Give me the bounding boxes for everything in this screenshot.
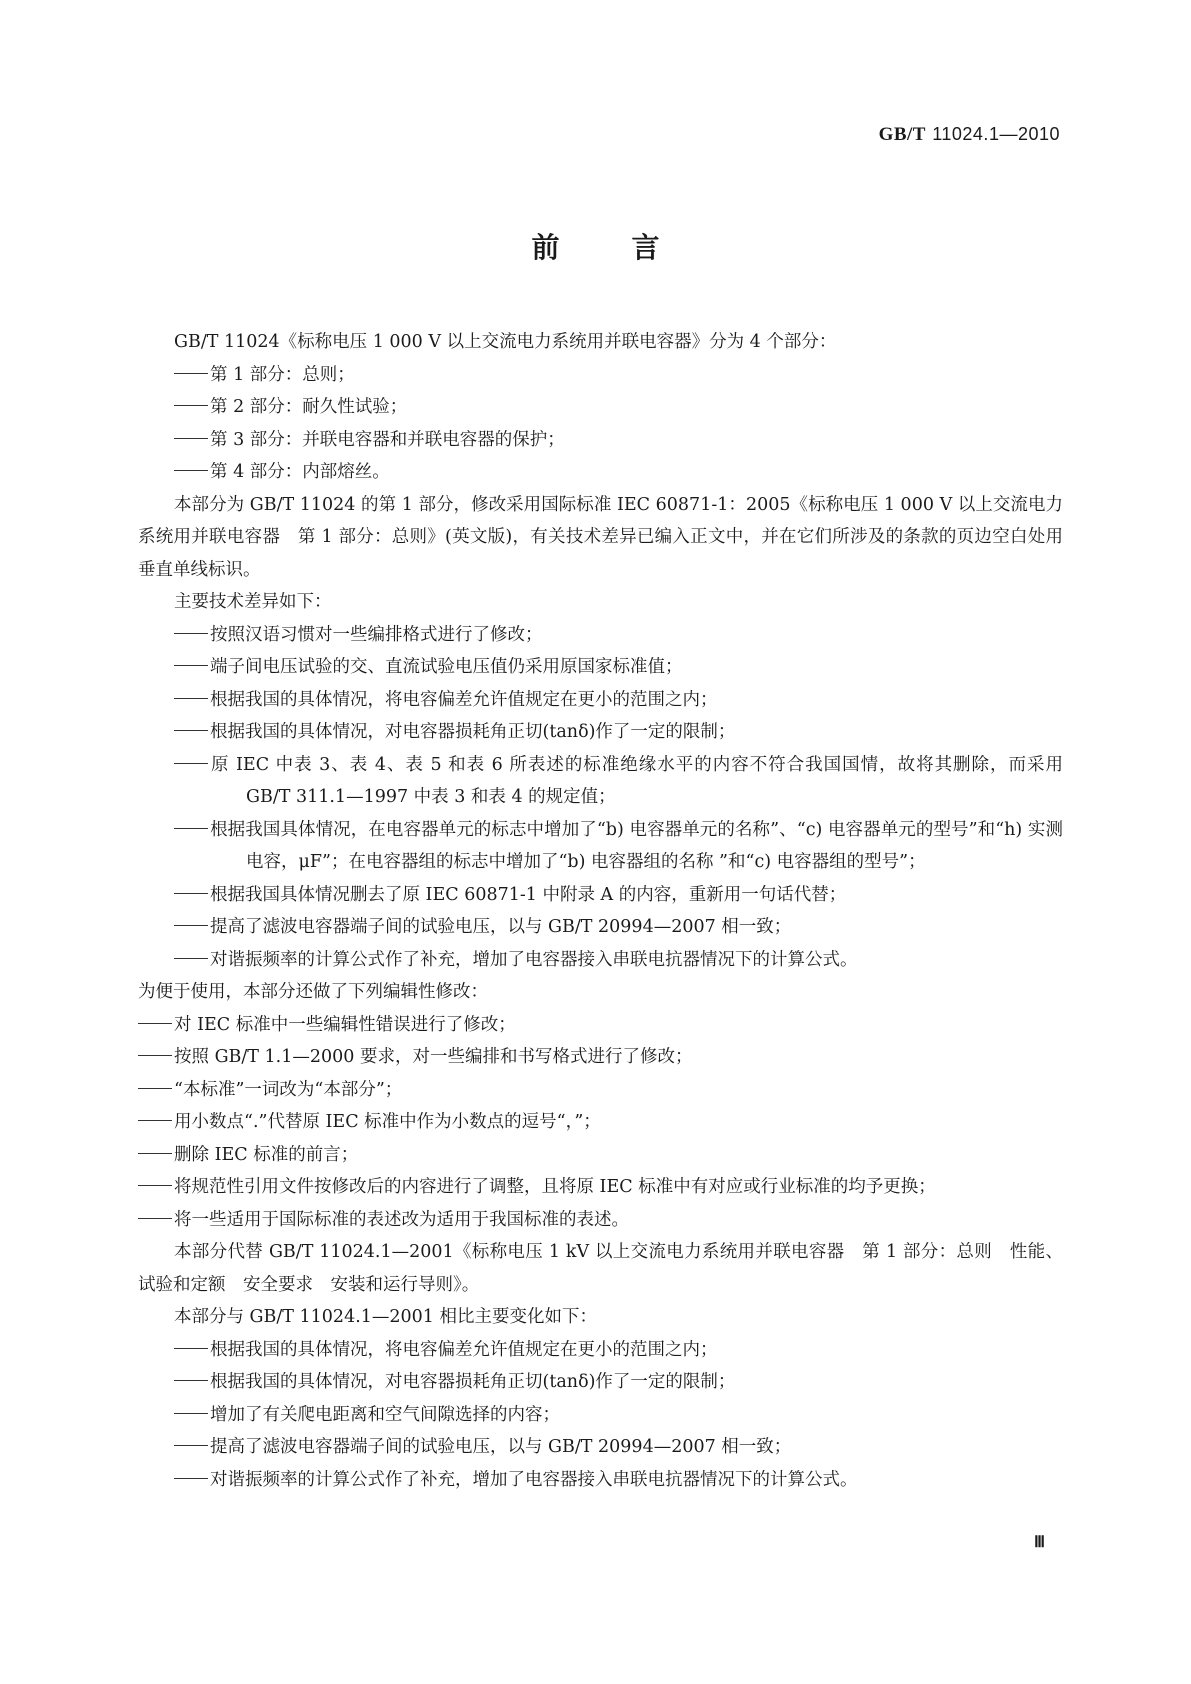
list-item [174,1399,1063,1432]
dash-bullet [174,651,210,684]
foreword-body [138,326,1063,1496]
list-item-text: 按照 GB/T 1.1—2000 要求，对一些编排和书写格式进行了修改； [174,1047,693,1067]
list-item [174,944,1063,977]
list-item [174,359,1063,392]
dash-bullet [138,1171,174,1204]
dash-bullet [174,749,210,782]
list-item [174,651,1063,684]
list-item-text: “本标准”一词改为“本部分”； [174,1079,403,1100]
list-item-text: 第 1 部分：总则； [210,364,355,385]
dash-bullet [138,1139,174,1172]
dash-bullet [174,879,210,912]
dash-bullet [138,1041,174,1074]
list-item [138,1204,1063,1237]
list-item-text: 第 4 部分：内部熔丝。 [210,462,390,482]
dash-bullet [174,814,210,847]
dash-bullet [138,1106,174,1139]
tech-diffs-list [138,619,1063,977]
list-item-text: 增加了有关爬电距离和空气间隙选择的内容； [210,1404,560,1425]
list-item [138,1139,1063,1172]
list-item-text: 删除 IEC 标准的前言； [174,1144,359,1165]
changes-list [138,1334,1063,1497]
list-item [174,1366,1063,1399]
dash-bullet [174,359,210,392]
list-item-text: 端子间电压试验的交、直流试验电压值仍采用原国家标准值； [210,657,683,677]
editorial-list [138,1009,1063,1237]
list-item-text: 根据我国的具体情况，将电容偏差允许值规定在更小的范围之内； [210,689,718,710]
dash-bullet [174,456,210,489]
list-item-text: 按照汉语习惯对一些编排格式进行了修改； [210,624,543,645]
list-item-text: 提高了滤波电容器端子间的试验电压，以与 GB/T 20994—2007 相一致； [210,917,792,937]
dash-bullet [174,684,210,717]
dash-bullet [138,1074,174,1107]
dash-bullet [174,1464,210,1497]
dash-bullet [138,1009,174,1042]
page-title: 前言 [531,231,732,264]
dash-bullet [174,944,210,977]
list-item-text: 根据我国具体情况删去了原 IEC 60871-1 中附录 A 的内容，重新用一句话代替； [210,884,847,905]
dash-bullet [174,1431,210,1464]
intro-paragraph: GB/T 11024《标称电压 1 000 V 以上交流电力系统用并联电容器》分为 4 个部分： [174,332,837,352]
dash-bullet [138,1204,174,1237]
changes-heading: 本部分与 GB/T 11024.1—2001 相比主要变化如下： [174,1307,597,1327]
list-item [174,456,1063,489]
list-item [138,1074,1063,1107]
list-item-text: 对谐振频率的计算公式作了补充，增加了电容器接入串联电抗器情况下的计算公式。 [210,1469,858,1490]
dash-bullet [174,619,210,652]
list-item [174,911,1063,944]
editorial-heading: 为便于使用，本部分还做了下列编辑性修改： [138,982,488,1002]
list-item-text: 根据我国的具体情况，对电容器损耗角正切(tanδ)作了一定的限制； [210,722,736,742]
list-item [138,1041,1063,1074]
dash-bullet [174,911,210,944]
list-item-text: 将一些适用于国际标准的表述改为适用于我国标准的表述。 [174,1209,629,1230]
list-item-text: 对 IEC 标准中一些编辑性错误进行了修改； [174,1014,516,1035]
list-item-text: 对谐振频率的计算公式作了补充，增加了电容器接入串联电抗器情况下的计算公式。 [210,949,858,970]
list-item [174,684,1063,717]
standard-code [879,124,1060,146]
list-item-text: 第 2 部分：耐久性试验； [210,397,408,417]
adoption-paragraph: 本部分为 GB/T 11024 的第 1 部分，修改采用国际标准 IEC 60871-1：2005《标称电压 1 000 V 以上交流电力系统用并联电容器 第 1 部分：总则》(英文版)，有关技术差异已编入正文中，并在它们所涉及的条款的页边空白处用垂直单线标识。 [138,494,1063,580]
list-item [174,619,1063,652]
list-item [138,1106,1063,1139]
list-item-text: 将规范性引用文件按修改后的内容进行了调整，且将原 IEC 标准中有对应或行业标准的均予更换； [174,1177,936,1197]
replacement-paragraph: 本部分代替 GB/T 11024.1—2001《标称电压 1 kV 以上交流电力系统用并联电容器 第 1 部分：总则 性能、试验和定额 安全要求 安装和运行导则》。 [138,1242,1063,1295]
list-item [138,1171,1063,1204]
list-item [138,1009,1063,1042]
dash-bullet [174,1366,210,1399]
dash-bullet [174,1399,210,1432]
list-item [174,879,1063,912]
page-number: Ⅲ [1034,1534,1046,1551]
dash-bullet [174,716,210,749]
tech-diffs-heading: 主要技术差异如下： [174,592,332,612]
list-item-text: 根据我国具体情况，在电容器单元的标志中增加了“b) 电容器单元的名称”、“c) 电容器单元的型号”和“h) 实测电容，μF”；在电容器组的标志中增加了“b) 电容器组的名称 ”和“c) 电容器组的型号”； [210,819,1063,872]
list-item [174,391,1063,424]
standard-prefix: GB/T [878,124,926,145]
dash-bullet [174,424,210,457]
parts-list [138,359,1063,489]
list-item-text: 原 IEC 中表 3、表 4、表 5 和表 6 所表述的标准绝缘水平的内容不符合我国国情，故将其删除，而采用 GB/T 311.1—1997 中表 3 和表 4 的规定值； [210,754,1063,807]
list-item [174,424,1063,457]
list-item-text: 提高了滤波电容器端子间的试验电压，以与 GB/T 20994—2007 相一致； [210,1437,792,1457]
standard-number: 11024.1—2010 [932,124,1060,144]
dash-bullet [174,1334,210,1367]
list-item-text: 根据我国的具体情况，对电容器损耗角正切(tanδ)作了一定的限制； [210,1372,736,1392]
list-item [174,1431,1063,1464]
list-item-text: 根据我国的具体情况，将电容偏差允许值规定在更小的范围之内； [210,1339,718,1360]
list-item-text: 第 3 部分：并联电容器和并联电容器的保护； [210,429,565,450]
list-item [174,716,1063,749]
list-item [174,814,1063,879]
list-item [174,1464,1063,1497]
list-item-text: 用小数点“.”代替原 IEC 标准中作为小数点的逗号“，”； [174,1112,601,1132]
list-item [174,749,1063,814]
list-item [174,1334,1063,1367]
dash-bullet [174,391,210,424]
